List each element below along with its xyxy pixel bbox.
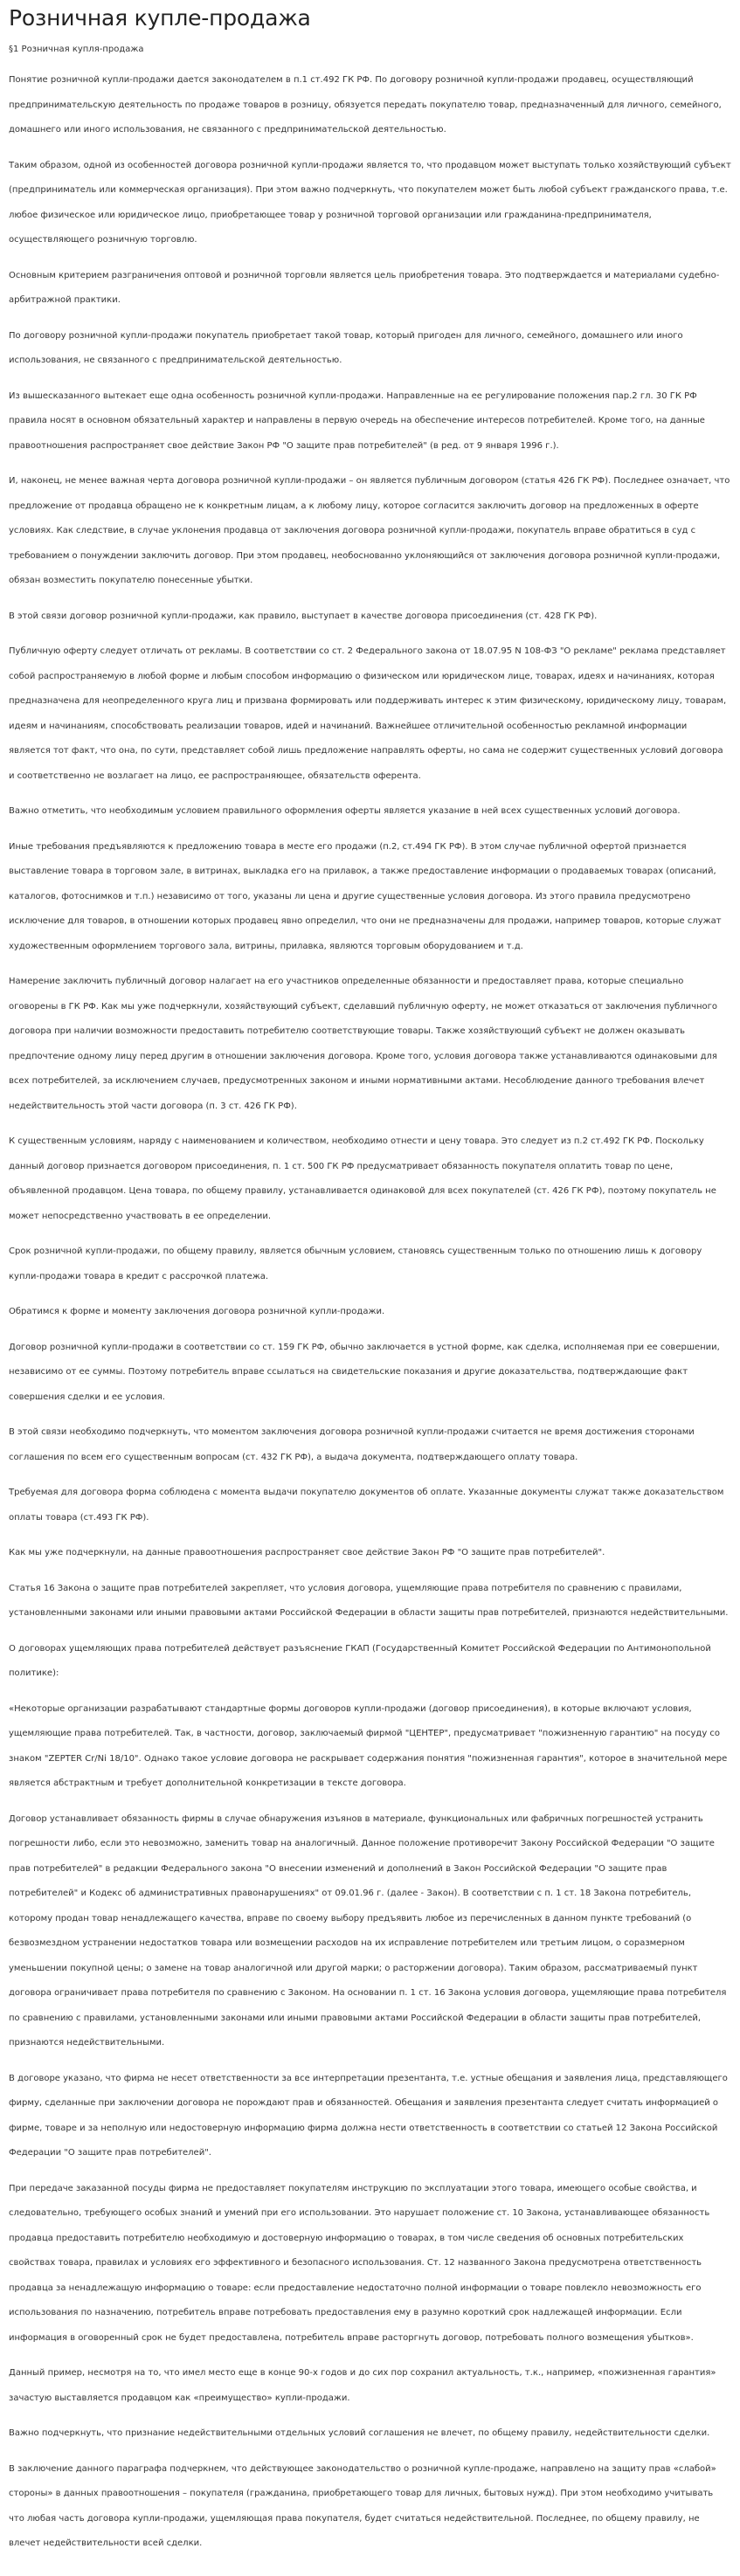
paragraph: Как мы уже подчеркнули, на данные правоотношения распространяет свое действие Закон РФ "О защите прав потребителей". bbox=[9, 1548, 605, 1557]
paragraph: Договор устанавливает обязанность фирмы в случае обнаружения изъянов в материале, функциональных или фабричных погрешностей устранить погрешности либо, если это невозможно, заменить товар на аналогичный. Данное положение противоречит Закону Российской Федерации "О защите прав потребителей" в редакции Федерального закона "О внесении изменений и дополнений в Закон Российской Федерации "О защите прав потребителей" и Кодекс об административных правонарушениях" от 09.01.96 г. (далее - Закон). В соответствии с п. 1 ст. 18 Закона потребитель, которому продан товар ненадлежащего качества, вправе по своему выбору предъявить любое из перечисленных в данном пункте требований (о безвозмездном устранении недостатков товара или возмещении расходов на их исправление потребителем или третьим лицом, о соразмерном уменьшении покупной цены; о замене на товар аналогичной или другой марки; о расторжении договора). Таким образом, рассматриваемый пункт договора ограничивает права потребителя по сравнению с Законом. На основании п. 1 ст. 16 Закона условия договора, ущемляющие права потребителя по сравнению с правилами, установленными законами или иными правовыми актами Российской Федерации в области защиты прав потребителей, признаются недействительными. bbox=[9, 1813, 727, 2048]
paragraph: При передаче заказанной посуды фирма не предоставляет покупателям инструкцию по эксплуатации этого товара, имеющего особые свойства, и следовательно, требующего особых знаний и умений при его использовании. Это нарушает положение ст. 10 Закона, устанавливающее обязанность продавца предоставить потребителю необходимую и достоверную информацию о товарах, в том числе сведения об основных потребительских свойствах товара, правилах и условиях его эффективного и безопасного использования. Ст. 12 названного Закона предусмотрена ответственность продавца за ненадлежащую информацию о товаре: если предоставление недостаточно полной информации о товаре повлекло невозможность его использования по назначению, потребитель вправе потребовать предоставления ему в разумно короткий срок надлежащей информации. Если информация в оговоренный срок не будет предоставлена, потребитель вправе расторгнуть договор, потребовать полного возмещения убытков». bbox=[9, 2183, 710, 2343]
paragraph: Иные требования предъявляются к предложению товара в месте его продажи (п.2, ст.494 ГК РФ). В этом случае публичной офертой признается выставление товара в торговом зале, в витринах, выкладка его на прилавок, а также предоставление информации о продаваемых товарах (описаний, каталогов, фотоснимков и т.п.) независимо от того, указаны ли цена и другие существенные условия договора. Из этого правила предусмотрено исключение для товаров, в отношении которых продавец явно определил, что они не предназначены для продажи, например товаров, которые служат художественным оформлением торгового зала, витрины, прилавка, являются торговым оборудованием и т.д. bbox=[9, 841, 722, 951]
section-heading: §1 Розничная купля-продажа bbox=[9, 45, 144, 54]
paragraph: Важно отметить, что необходимым условием правильного оформления оферты является указание в ней всех существенных условий договора. bbox=[9, 806, 681, 816]
paragraph: Понятие розничной купли-продажи дается законодателем в п.1 ст.492 ГК РФ. По договору розничной купли-продажи продавец, осуществляющий предпринимательскую деятельность по продаже товаров в розницу, обязуется передать покупателю товар, предназначенный для личного, семейного, домашнего или иного использования, не связанного с предпринимательской деятельностью. bbox=[9, 75, 722, 135]
paragraph: Основным критерием разграничения оптовой и розничной торговли является цель приобретения товара. Это подтверждается и материалами судебно-арбитражной практики. bbox=[9, 270, 720, 305]
paragraph: В заключение данного параграфа подчеркнем, что действующее законодательство о розничной купле-продаже, направлено на защиту прав «слабой» стороны» в данных правоотношения – покупателя (гражданина, приобретающего товар для личных, бытовых нужд). При этом необходимо учитывать что любая часть договора купли-продажи, ущемляющая права покупателя, будет считаться недействительной. Последнее, по общему правилу, не влечет недействительности всей сделки. bbox=[9, 2463, 716, 2548]
paragraph: О договорах ущемляющих права потребителей действует разъяснение ГКАП (Государственный Комитет Российской Федерации по Антимонопольной политике): bbox=[9, 1643, 711, 1678]
paragraph: Обратимся к форме и моменту заключения договора розничной купли-продажи. bbox=[9, 1307, 385, 1316]
paragraph: Данный пример, несмотря на то, что имел место еще в конце 90-х годов и до сих пор сохранил актуальность, т.к., например, «пожизненная гарантия» зачастую выставляется продавцом как «преимущество» купли-продажи. bbox=[9, 2368, 716, 2403]
paragraph: Требуемая для договора форма соблюдена с момента выдачи покупателю документов об оплате. Указанные документы служат также доказательством оплаты товара (ст.493 ГК РФ). bbox=[9, 1488, 724, 1523]
paragraph: Договор розничной купли-продажи в соответствии со ст. 159 ГК РФ, обычно заключается в устной форме, как сделка, исполняемая при ее совершении, независимо от ее суммы. Поэтому потребитель вправе ссылаться на свидетельские показания и другие доказательства, подтверждающие факт совершения сделки и ее условия. bbox=[9, 1342, 720, 1402]
paragraph: В договоре указано, что фирма не несет ответственности за все интерпретации презентанта, т.е. устные обещания и заявления лица, представляющего фирму, сделанные при заключении договора не порождают прав и обязанностей. Обещания и заявления презентанта следует считать информацией о фирме, товаре и за неполную или недостоверную информацию фирма должна нести ответственность в соответствии со статьей 12 Закона Российской Федерации "О защите прав потребителей". bbox=[9, 2073, 728, 2158]
paragraph: В этой связи необходимо подчеркнуть, что моментом заключения договора розничной купли-продажи считается не время достижения сторонами соглашения по всем его существенным вопросам (ст. 432 ГК РФ), а выдача документа, подтверждающего оплату товара. bbox=[9, 1427, 695, 1462]
paragraph: По договору розничной купли-продажи покупатель приобретает такой товар, который пригоден для личного, семейного, домашнего или иного использования, не связанного с предпринимательской деятельностью. bbox=[9, 330, 683, 365]
paragraph: Намерение заключить публичный договор налагает на его участников определенные обязанности и предоставляет права, которые специально оговорены в ГК РФ. Как мы уже подчеркнули, хозяйствующий субъект, сделавший публичную оферту, не может отказаться от заключения публичного договора при наличии возможности предоставить потребителю соответствующие товары. Также хозяйствующий субъект не должен оказывать предпочтение одному лицу перед другим в отношении заключения договора. Кроме того, условия договора также устанавливаются одинаковыми для всех потребителей, за исключением случаев, предусмотренных законом и иными нормативными актами. Несоблюдение данного требования влечет недействительность этой части договора (п. 3 ст. 426 ГК РФ). bbox=[9, 977, 718, 1111]
page-title: Розничная купле-продажа bbox=[9, 5, 311, 31]
paragraph: «Некоторые организации разрабатывают стандартные формы договоров купли-продажи (договор присоединения), в которые включают условия, ущемляющие права потребителей. Так, в частности, договор, заключаемый фирмой "ЦЕНТЕР", предусматривает "пожизненную гарантию" на посуду со знаком "ZEPTER Cr/Ni 18/10". Однако такое условие договора не раскрывает содержания понятия "пожизненная гарантия", которое в значительной мере является абстрактным и требует дополнительной конкретизации в тексте договора. bbox=[9, 1703, 728, 1788]
paragraph: И, наконец, не менее важная черта договора розничной купли-продажи – он является публичным договором (статья 426 ГК РФ). Последнее означает, что предложение от продавца обращено не к конкретным лицам, а к любому лицу, которое согласится заключить договор на предложенных в оферте условиях. Как следствие, в случае уклонения продавца от заключения договора розничной купли-продажи, покупатель вправе обратиться в суд с требованием о понуждении заключить договор. При этом продавец, необоснованно уклоняющийся от заключения договора розничной купли-продажи, обязан возместить покупателю понесенные убытки. bbox=[9, 476, 730, 585]
paragraph: Таким образом, одной из особенностей договора розничной купли-продажи является то, что продавцом может выступать только хозяйствующий субъект (предприниматель или коммерческая организация). При этом важно подчеркнуть, что покупателем может быть любой субъект гражданского права, т.е. любое физическое или юридическое лицо, приобретающее товар у розничной торговой организации или гражданина-предпринимателя, осуществляющего розничную торговлю. bbox=[9, 160, 731, 245]
paragraph: Из вышесказанного вытекает еще одна особенность розничной купли-продажи. Направленные на ее регулирование положения пар.2 гл. 30 ГК РФ правила носят в основном обязательный характер и направлены в первую очередь на обеспечение интересов потребителей. Кроме того, на данные правоотношения распространяет свое действие Закон РФ "О защите прав потребителей" (в ред. от 9 января 1996 г.). bbox=[9, 390, 705, 451]
paragraph: Публичную оферту следует отличать от рекламы. В соответствии со ст. 2 Федерального закона от 18.07.95 N 108-ФЗ "О рекламе" реклама представляет собой распространяемую в любой форме и любым способом информацию о физическом или юридическом лице, товарах, идеях и начинаниях, которая предназначена для неопределенного круга лиц и призвана формировать или поддерживать интерес к этим физическому, юридическому лицу, товарам, идеям и начинаниям, способствовать реализации товаров, идей и начинаний. Важнейшее отличительной особенностью рекламной информации является тот факт, что она, по сути, представляет собой лишь предложение направлять оферты, но сама не содержит существенных условий договора и соответственно не возлагает на лицо, ее распространяющее, обязательств оферента. bbox=[9, 646, 727, 781]
paragraph: Срок розничной купли-продажи, по общему правилу, является обычным условием, становясь существенным только по отношению лишь к договору купли-продажи товара в кредит с рассрочкой платежа. bbox=[9, 1247, 702, 1281]
paragraph: Статья 16 Закона о защите прав потребителей закрепляет, что условия договора, ущемляющие права потребителя по сравнению с правилами, установленными законами или иными правовыми актами Российской Федерации в области защиты прав потребителей, признаются недействительными. bbox=[9, 1583, 729, 1618]
paragraph: Важно подчеркнуть, что признание недействительными отдельных условий соглашения не влечет, по общему правилу, недействительности сделки. bbox=[9, 2428, 710, 2438]
paragraph: В этой связи договор розничной купли-продажи, как правило, выступает в качестве договора присоединения (ст. 428 ГК РФ). bbox=[9, 611, 598, 621]
paragraph: К существенным условиям, наряду с наименованием и количеством, необходимо отнести и цену товара. Это следует из п.2 ст.492 ГК РФ. Поскольку данный договор признается договором присоединения, п. 1 ст. 500 ГК РФ предусматривает обязанность покупателя оплатить товар по цене, объявленной продавцом. Цена товара, по общему правилу, устанавливается одинаковой для всех покупателей (ст. 426 ГК РФ), поэтому покупатель не может непосредственно участвовать в ее определении. bbox=[9, 1136, 716, 1221]
